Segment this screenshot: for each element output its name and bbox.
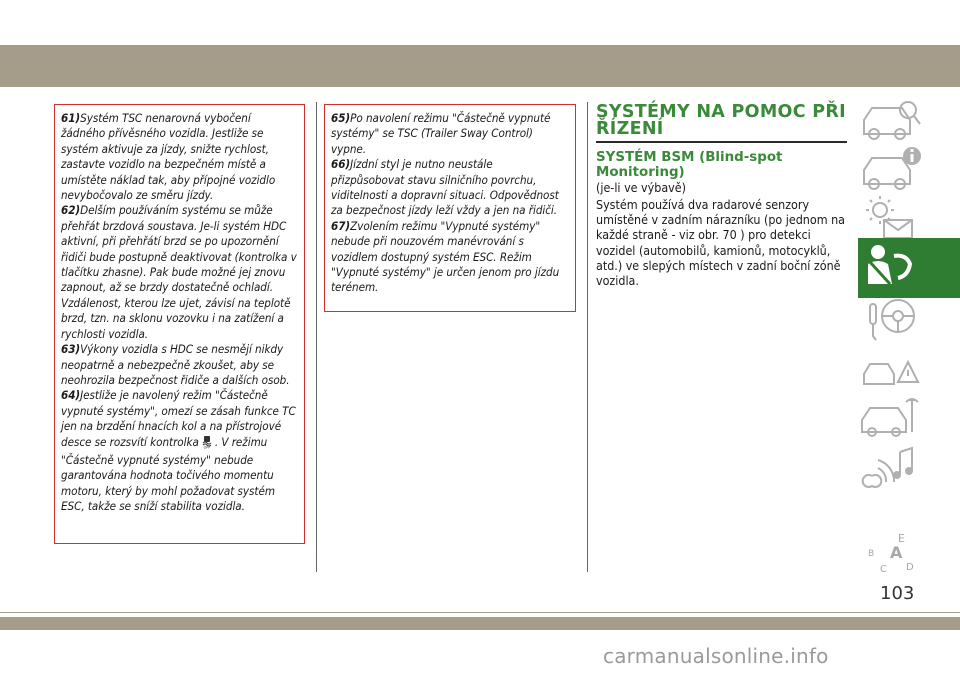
warning-65: 65)Po navolení režimu "Částečně vypnuté systémy" se TSC (Trailer Sway Control) vypne. [331,111,551,156]
index-letter-d: D [906,562,914,573]
section-title: SYSTÉMY NA POMOC PŘI ŘÍZENÍ [596,102,846,139]
multimedia-icon[interactable] [858,438,960,498]
index-letter-c: C [880,564,887,575]
column-divider [316,102,317,572]
page-number: 103 [880,583,915,604]
alphabetical-index-icon[interactable] [858,528,960,580]
index-letter-b: B [868,549,875,559]
index-letter-a: A [890,543,903,562]
header-band [0,45,960,87]
warning-box-right [324,104,576,312]
footer-band [0,617,960,630]
esc-off-warning-light-icon [201,435,213,453]
subsection-title: SYSTÉM BSM (Blind-spot Monitoring) [596,150,783,180]
section-title-rule [596,141,847,143]
footer-line [0,612,960,613]
column-divider [587,102,588,572]
svg-text:OFF: OFF [203,445,211,449]
bsm-description: Systém používá dva radarové senzory umístěné v zadním nárazníku (po jednom na každé straně - viz obr. 70 ) pro detekci vozidel (automobilů, kamionů, motocyklů, atd.) ve slepých místech v zadní boční zóně vozidla. [596,197,845,289]
watermark: carmanualsonline.info [603,644,829,668]
warning-63: 63)Výkony vozidla s HDC se nesmějí nikdy neopatrně a nebezpečně zkoušet, aby se neohrozila bezpečnost řidiče a dalších osob. [61,342,290,387]
warning-64: 64)Jestliže je navolený režim "Částečně vypnuté systémy", omezí se zásah funkce TC jen na brzdění hnacích kol a na přístrojové desce se rozsvítí kontrolka OFF . V režimu "Částečně vypnuté systémy" nebude garantována hodnota točivého momentu motoru, který by mohl požadovat systém ESC, takže se sníží stabilita vozidla. [61,388,296,514]
warning-67: 67)Zvolením režimu "Vypnuté systémy" nebude při nouzovém manévrování s vozidlem dostupný systém ESC. Režim "Vypnuté systémy" je určen jenom pro jízdu terénem. [331,218,560,295]
warning-box-left [54,104,305,544]
warning-62: 62)Delším používáním systému se může přehřát brzdová soustava. Je-li systém HDC aktivní, při přehřátí brzd se po upozornění řidiči bude postupně deaktivovat (kontrolka v tlačítku zhasne). Pak bude možné jej znovu zapnout, až se brzdy dostatečně ochladí. Vzdálenost, kterou lze ujet, závisí na teplotě brzd, tzn. na sklonu vozovku i na zatížení a rychlosti vozidla. [61,203,297,341]
warning-66: 66)Jízdní styl je nutno neustále přizpůsobovat stavu silničního povrchu, viditelnosti a dopravní situaci. Odpovědnost za bezpečnost jízdy leží vždy a jen na řidiči. [331,157,559,218]
availability-note: (je-li ve výbavě) [596,180,686,195]
warning-61: 61)Systém TSC nenarovná vybočení žádného přívěsného vozidla. Jestliže se systém aktivuje za jízdy, snižte rychlost, zastavte vozidlo na bezpečném místě a umístěte náklad tak, aby přípojné vozidlo nevybočovalo ze směru jízdy. [61,111,276,203]
index-letter-e: E [898,532,905,545]
